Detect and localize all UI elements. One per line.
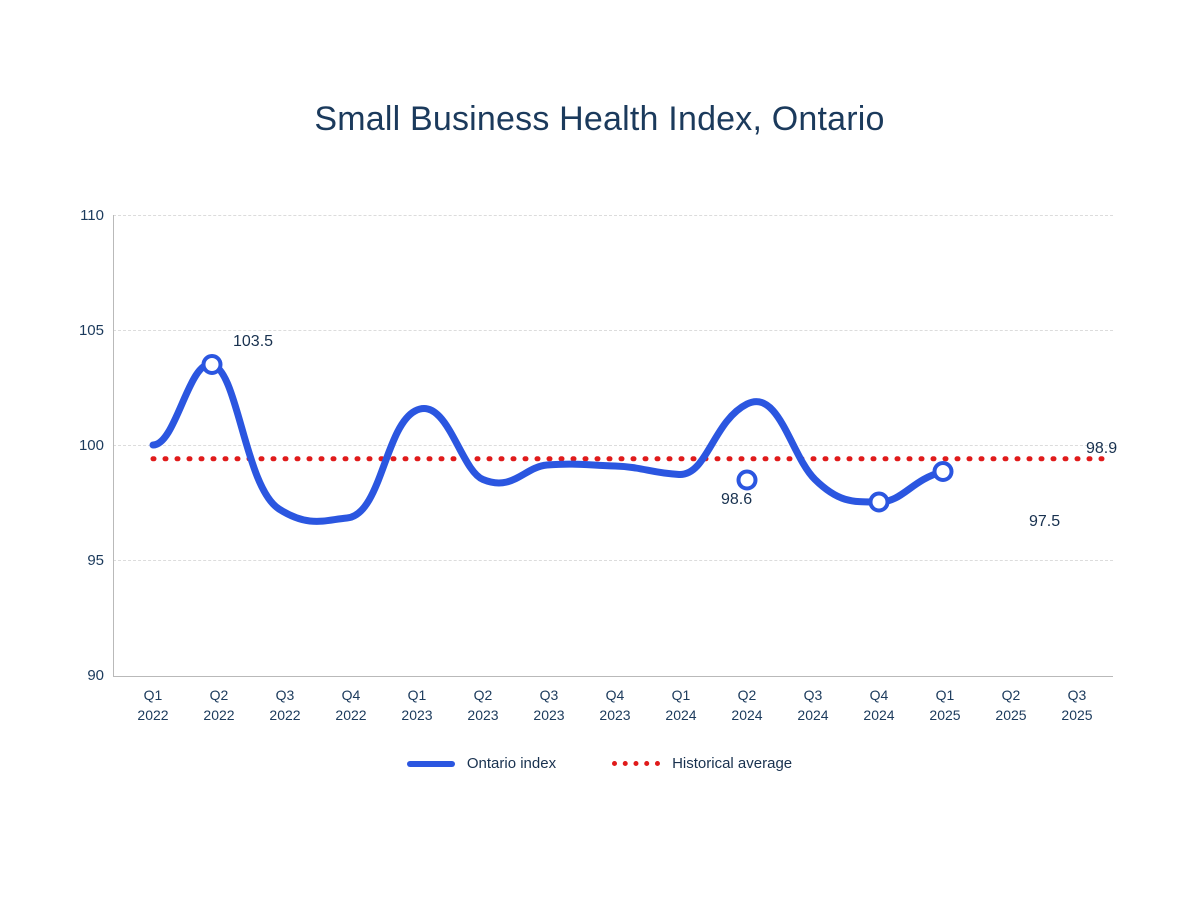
chart-legend (0, 755, 1199, 772)
x-tick-quarter: Q3 (1067, 687, 1087, 703)
x-axis (113, 676, 1113, 677)
x-tick-quarter: Q1 (143, 687, 163, 703)
x-tick-label-4 (382, 685, 452, 725)
x-tick-year: 2024 (731, 707, 763, 723)
x-tick-label-1 (184, 685, 254, 725)
y-tick-label-105: 105 (78, 322, 104, 339)
x-tick-quarter: Q3 (539, 687, 559, 703)
x-tick-year: 2023 (533, 707, 565, 723)
x-tick-label-9 (712, 685, 782, 725)
point-label-98-9: 98.9 (1086, 440, 1118, 457)
x-tick-quarter: Q4 (869, 687, 889, 703)
data-point-marker (204, 356, 221, 373)
legend-label: Historical average (672, 755, 793, 772)
x-tick-quarter: Q2 (737, 687, 757, 703)
plot-area (113, 215, 1118, 675)
x-tick-label-3 (316, 685, 386, 725)
x-tick-quarter: Q3 (275, 687, 295, 703)
y-tick-label-95: 95 (87, 552, 104, 569)
x-tick-label-10 (778, 685, 848, 725)
x-tick-year: 2022 (203, 707, 235, 723)
legend-item-ontario-index[interactable] (407, 755, 556, 772)
x-tick-year: 2025 (995, 707, 1027, 723)
x-tick-year: 2024 (797, 707, 829, 723)
x-tick-label-2 (250, 685, 320, 725)
x-tick-year: 2023 (599, 707, 631, 723)
x-tick-quarter: Q2 (473, 687, 493, 703)
x-tick-year: 2024 (863, 707, 895, 723)
x-tick-quarter: Q3 (803, 687, 823, 703)
x-tick-label-5 (448, 685, 518, 725)
legend-swatch-dotted-line (612, 761, 660, 766)
x-tick-quarter: Q1 (407, 687, 427, 703)
x-tick-quarter: Q1 (671, 687, 691, 703)
y-tick-label-90: 90 (87, 667, 104, 684)
legend-label: Ontario index (466, 755, 557, 772)
y-tick-label-100: 100 (78, 437, 104, 454)
x-tick-label-0 (118, 685, 188, 725)
x-tick-label-6 (514, 685, 584, 725)
x-tick-label-14 (1042, 685, 1112, 725)
data-point-marker (935, 463, 952, 480)
y-tick-label-110: 110 (80, 207, 104, 224)
data-point-marker (871, 494, 888, 511)
x-tick-quarter: Q2 (209, 687, 229, 703)
x-tick-quarter: Q2 (1001, 687, 1021, 703)
x-tick-year: 2022 (137, 707, 169, 723)
x-tick-year: 2023 (467, 707, 499, 723)
x-tick-year: 2022 (269, 707, 301, 723)
x-tick-label-13 (976, 685, 1046, 725)
y-axis (113, 215, 114, 676)
x-tick-quarter: Q4 (605, 687, 625, 703)
x-tick-label-11 (844, 685, 914, 725)
x-tick-year: 2025 (1061, 707, 1093, 723)
x-tick-label-7 (580, 685, 650, 725)
legend-swatch-solid-line (407, 761, 455, 767)
x-tick-year: 2025 (929, 707, 961, 723)
legend-item-historical-average[interactable] (612, 755, 792, 772)
x-tick-year: 2022 (335, 707, 367, 723)
series-layer (113, 215, 1113, 675)
x-tick-year: 2024 (665, 707, 697, 723)
point-label-98-6: 98.6 (721, 491, 753, 508)
ontario-index-line (153, 364, 943, 521)
x-tick-label-8 (646, 685, 716, 725)
x-tick-label-12 (910, 685, 980, 725)
data-point-marker (739, 472, 756, 489)
chart-title: Small Business Health Index, Ontario (314, 100, 885, 138)
x-tick-year: 2023 (401, 707, 433, 723)
point-label-103-5: 103.5 (233, 333, 274, 350)
point-label-97-5: 97.5 (1029, 513, 1061, 530)
x-tick-quarter: Q1 (935, 687, 955, 703)
x-tick-quarter: Q4 (341, 687, 361, 703)
